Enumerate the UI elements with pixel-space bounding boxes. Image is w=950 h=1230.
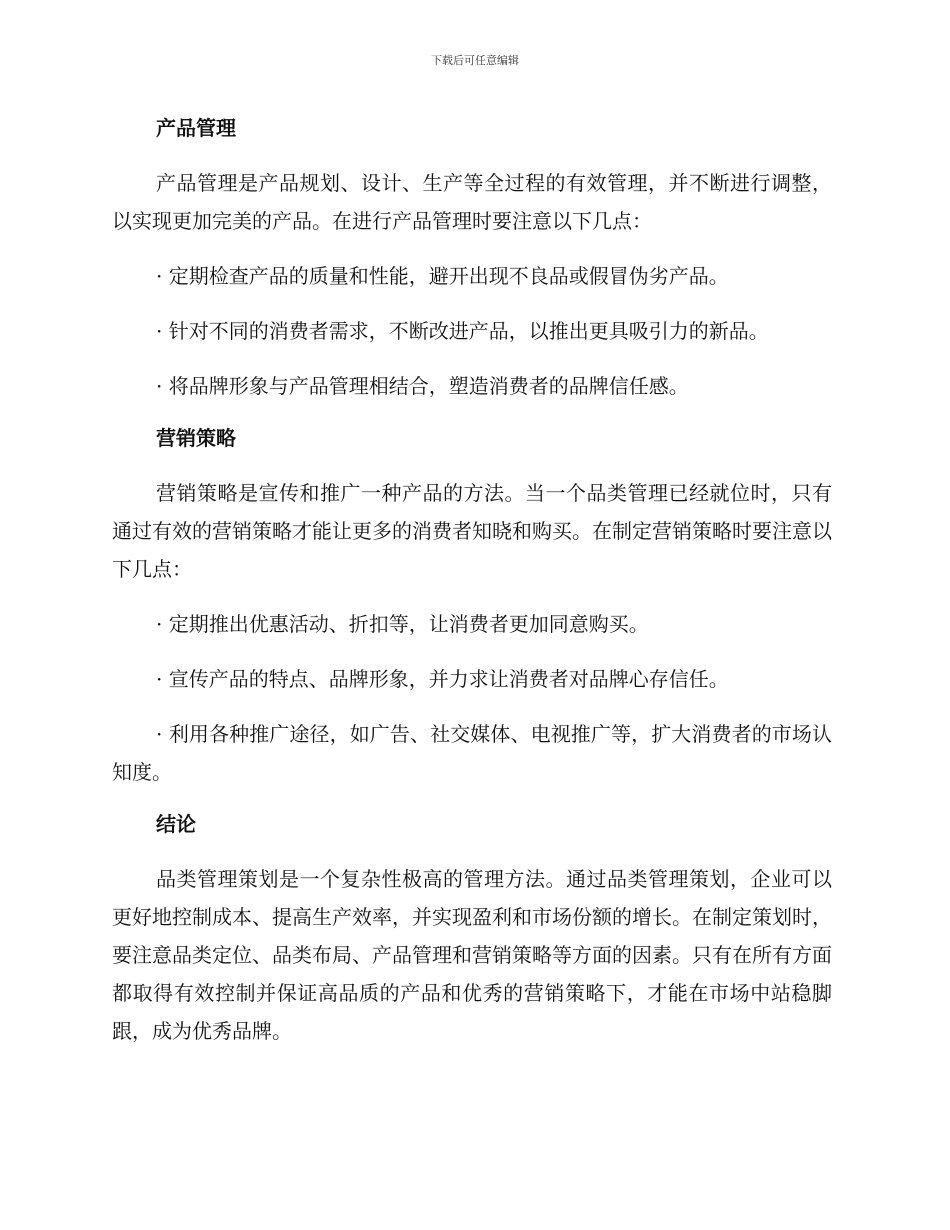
marketing-bullet-1: · 定期推出优惠活动、折扣等，让消费者更加同意购买。 <box>156 612 649 636</box>
product-bullet-2: · 针对不同的消费者需求，不断改进产品，以推出更具吸引力的新品。 <box>156 319 769 343</box>
conclusion-paragraph: 品类管理策划是一个复杂性极高的管理方法。通过品类管理策划，企业可以更好地控制成本、提高生产效率，并实现盈利和市场份额的增长。在制定策划时，要注意品类定位、品类布局、产品管理和营销策略等方面的因素。只有在所有方面都取得有效控制并保证高品质的产品和优秀的营销策略下，才能在市场中站稳脚跟，成为优秀品牌。 <box>112 867 832 1043</box>
product-bullet-1: · 定期检查产品的质量和性能，避开出现不良品或假冒伪劣产品。 <box>156 264 729 288</box>
page-header: 下载后可任意编辑 <box>431 54 519 67</box>
section-heading-marketing: 营销策略 <box>156 426 236 450</box>
product-intro-paragraph: 产品管理是产品规划、设计、生产等全过程的有效管理，并不断进行调整，以实现更加完美的产品。在进行产品管理时要注意以下几点： <box>112 171 832 233</box>
section-heading-conclusion: 结论 <box>156 812 196 836</box>
marketing-bullet-2: · 宣传产品的特点、品牌形象，并力求让消费者对品牌心存信任。 <box>156 667 729 691</box>
marketing-intro-paragraph: 营销策略是宣传和推广一种产品的方法。当一个品类管理已经就位时，只有通过有效的营销策略才能让更多的消费者知晓和购买。在制定营销策略时要注意以下几点： <box>112 481 832 581</box>
section-heading-product: 产品管理 <box>156 116 236 140</box>
product-bullet-3: · 将品牌形象与产品管理相结合，塑造消费者的品牌信任感。 <box>156 374 689 398</box>
document-body <box>112 112 832 1050</box>
marketing-bullet-3: · 利用各种推广途径，如广告、社交媒体、电视推广等，扩大消费者的市场认知度。 <box>112 722 832 784</box>
